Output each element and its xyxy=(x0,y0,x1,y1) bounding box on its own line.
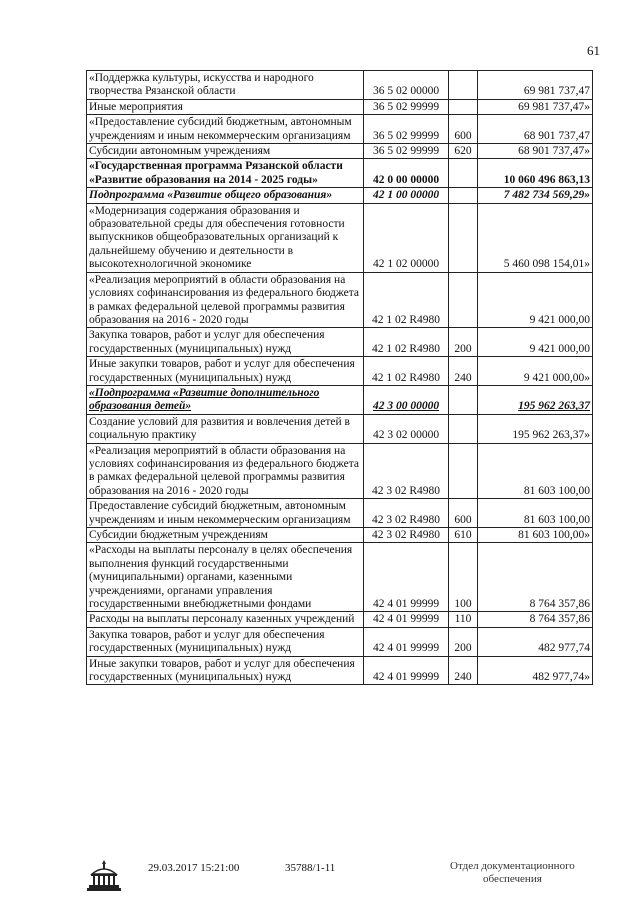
row-name: Иные мероприятия xyxy=(87,99,364,114)
table-row xyxy=(87,385,593,414)
row-name: «Реализация мероприятий в области образования на условиях софинансирования из федерального бюджета в рамках федеральной целевой программы развития образования на 2016 - 2020 годы xyxy=(87,272,364,328)
row-code: 42 4 01 99999 xyxy=(364,627,449,656)
row-vr: 610 xyxy=(449,528,478,543)
row-name: Создание условий для развития и вовлечения детей в социальную практику xyxy=(87,414,364,443)
row-name: Расходы на выплаты персоналу казенных учреждений xyxy=(87,612,364,627)
row-name: Субсидии бюджетным учреждениям xyxy=(87,528,364,543)
row-sum: 9 421 000,00 xyxy=(478,328,593,357)
row-sum: 9 421 000,00» xyxy=(478,357,593,386)
footer-department-stamp xyxy=(450,860,575,886)
row-vr xyxy=(449,188,478,203)
row-sum: 8 764 357,86 xyxy=(478,543,593,612)
row-vr xyxy=(449,443,478,499)
table-row xyxy=(87,188,593,203)
budget-table-body xyxy=(87,71,593,685)
table-row xyxy=(87,144,593,159)
table-row xyxy=(87,71,593,100)
table-row xyxy=(87,357,593,386)
table-row xyxy=(87,203,593,272)
row-code: 42 3 02 00000 xyxy=(364,414,449,443)
row-sum: 195 962 263,37 xyxy=(478,385,593,414)
row-code: 36 5 02 00000 xyxy=(364,71,449,100)
row-name: «Поддержка культуры, искусства и народного творчества Рязанской области xyxy=(87,71,364,100)
row-sum: 81 603 100,00 xyxy=(478,499,593,528)
row-vr xyxy=(449,99,478,114)
row-vr: 620 xyxy=(449,144,478,159)
row-code: 42 1 02 R4980 xyxy=(364,272,449,328)
row-vr: 600 xyxy=(449,499,478,528)
footer-date: 29.03.2017 15:21:00 xyxy=(148,862,240,874)
row-sum: 482 977,74 xyxy=(478,627,593,656)
row-vr: 240 xyxy=(449,357,478,386)
table-row xyxy=(87,414,593,443)
row-name: Закупка товаров, работ и услуг для обеспечения государственных (муниципальных) нужд xyxy=(87,328,364,357)
row-name: «Предоставление субсидий бюджетным, автономным учреждениям и иным некоммерческим организациям xyxy=(87,115,364,144)
table-row xyxy=(87,272,593,328)
row-sum: 68 901 737,47» xyxy=(478,144,593,159)
row-sum: 68 901 737,47 xyxy=(478,115,593,144)
row-code: 36 5 02 99999 xyxy=(364,115,449,144)
row-code: 42 1 02 00000 xyxy=(364,203,449,272)
row-vr xyxy=(449,414,478,443)
row-sum: 482 977,74» xyxy=(478,656,593,685)
row-sum: 8 764 357,86 xyxy=(478,612,593,627)
row-sum: 81 603 100,00» xyxy=(478,528,593,543)
page-number: 61 xyxy=(587,43,600,58)
budget-table xyxy=(86,70,593,685)
row-sum: 81 603 100,00 xyxy=(478,443,593,499)
table-row xyxy=(87,443,593,499)
table-row xyxy=(87,328,593,357)
row-name: Иные закупки товаров, работ и услуг для обеспечения государственных (муниципальных) нужд xyxy=(87,357,364,386)
department-line-2: обеспечения xyxy=(483,873,542,885)
row-code: 42 3 02 R4980 xyxy=(364,443,449,499)
row-code: 42 1 02 R4980 xyxy=(364,328,449,357)
row-name: «Реализация мероприятий в области образования на условиях софинансирования из федерального бюджета в рамках федеральной целевой программы развития образования на 2016 - 2020 годы xyxy=(87,443,364,499)
table-row xyxy=(87,528,593,543)
row-code: 36 5 02 99999 xyxy=(364,144,449,159)
row-vr xyxy=(449,203,478,272)
row-vr xyxy=(449,71,478,100)
duma-logo-icon xyxy=(86,858,122,894)
row-vr xyxy=(449,159,478,188)
table-row xyxy=(87,612,593,627)
row-vr: 600 xyxy=(449,115,478,144)
table-row xyxy=(87,499,593,528)
row-code: 36 5 02 99999 xyxy=(364,99,449,114)
row-code: 42 0 00 00000 xyxy=(364,159,449,188)
row-code: 42 4 01 99999 xyxy=(364,656,449,685)
row-sum: 69 981 737,47 xyxy=(478,71,593,100)
row-name: «Расходы на выплаты персоналу в целях обеспечения выполнения функций государственными (муниципальными) органами, казенными учреждениями, органами управления государственными внебюджетными фондами xyxy=(87,543,364,612)
row-name: «Подпрограмма «Развитие дополнительного образования детей» xyxy=(87,385,364,414)
row-sum: 9 421 000,00 xyxy=(478,272,593,328)
table-row xyxy=(87,99,593,114)
row-vr: 110 xyxy=(449,612,478,627)
row-name: «Государственная программа Рязанской области «Развитие образования на 2014 - 2025 годы» xyxy=(87,159,364,188)
row-name: Предоставление субсидий бюджетным, автономным учреждениям и иным некоммерческим организациям xyxy=(87,499,364,528)
row-vr: 200 xyxy=(449,627,478,656)
row-name: Закупка товаров, работ и услуг для обеспечения государственных (муниципальных) нужд xyxy=(87,627,364,656)
row-sum: 195 962 263,37» xyxy=(478,414,593,443)
table-row xyxy=(87,115,593,144)
row-vr: 200 xyxy=(449,328,478,357)
row-sum: 5 460 098 154,01» xyxy=(478,203,593,272)
row-sum: 7 482 734 569,29» xyxy=(478,188,593,203)
row-vr: 240 xyxy=(449,656,478,685)
row-vr: 100 xyxy=(449,543,478,612)
row-code: 42 1 02 R4980 xyxy=(364,357,449,386)
row-code: 42 1 00 00000 xyxy=(364,188,449,203)
row-code: 42 3 00 00000 xyxy=(364,385,449,414)
footer-doc-number: 35788/1-11 xyxy=(285,862,336,874)
row-name: «Модернизация содержания образования и образовательной среды для обеспечения готовности выпускников общеобразовательных организаций к дальнейшему обучению и деятельности в высокотехнологичной экономике xyxy=(87,203,364,272)
row-code: 42 3 02 R4980 xyxy=(364,528,449,543)
row-sum: 69 981 737,47» xyxy=(478,99,593,114)
row-name: Подпрограмма «Развитие общего образования» xyxy=(87,188,364,203)
table-row xyxy=(87,656,593,685)
row-sum: 10 060 496 863,13 xyxy=(478,159,593,188)
row-vr xyxy=(449,385,478,414)
table-row xyxy=(87,543,593,612)
row-name: Иные закупки товаров, работ и услуг для обеспечения государственных (муниципальных) нужд xyxy=(87,656,364,685)
row-code: 42 3 02 R4980 xyxy=(364,499,449,528)
table-row xyxy=(87,627,593,656)
row-name: Субсидии автономным учреждениям xyxy=(87,144,364,159)
row-code: 42 4 01 99999 xyxy=(364,543,449,612)
table-row xyxy=(87,159,593,188)
row-vr xyxy=(449,272,478,328)
row-code: 42 4 01 99999 xyxy=(364,612,449,627)
department-line-1: Отдел документационного xyxy=(450,860,575,872)
